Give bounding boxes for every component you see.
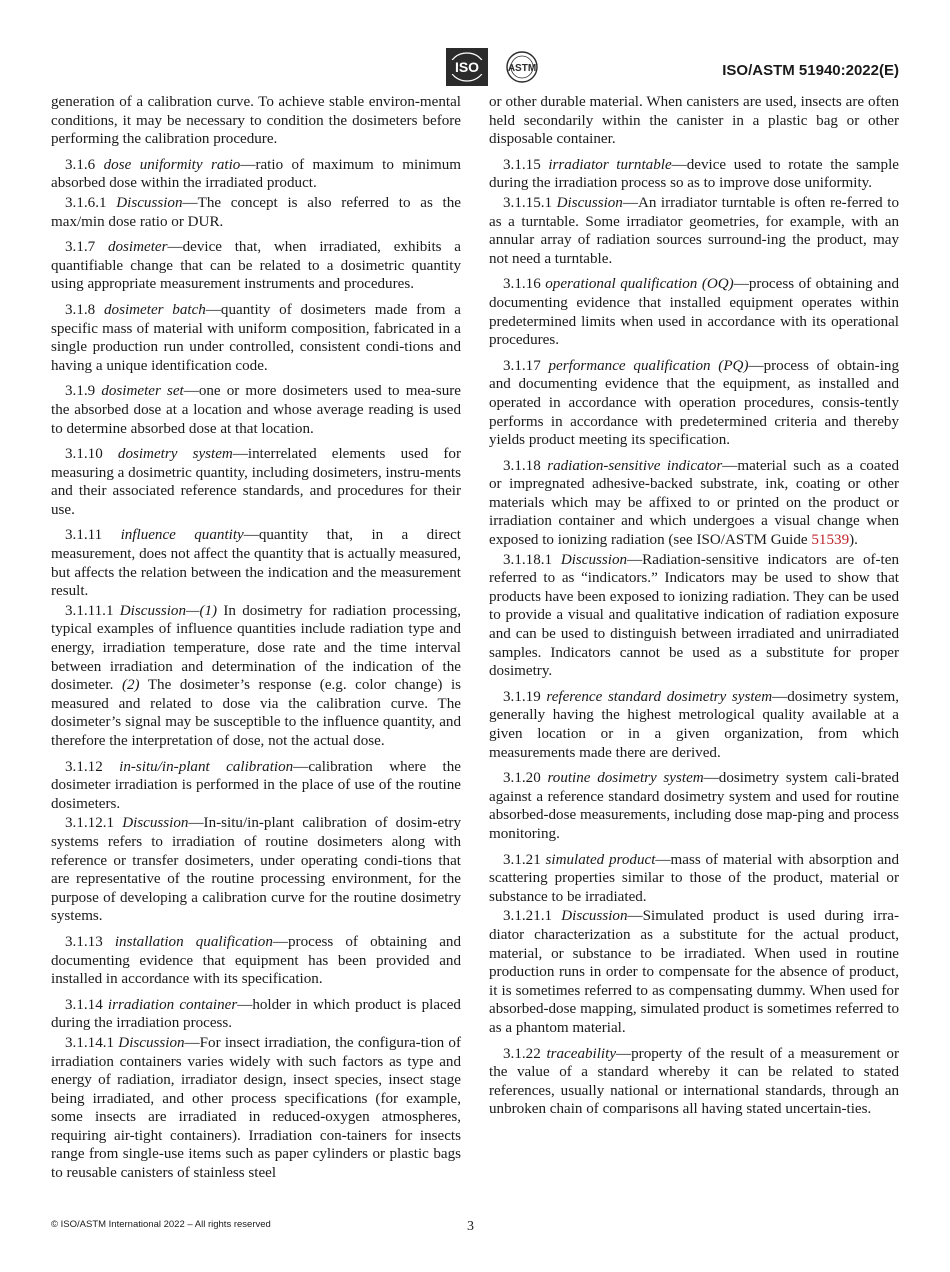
continued-paragraph: or other durable material. When canisters are used, insects are often held secondarily within the canister in a plastic bag or other disposable container. (489, 94, 899, 148)
astm-logo (502, 50, 542, 84)
clause-number: 3.1.20 (503, 770, 541, 787)
clause-3-1-12: 3.1.12 in-situ/in-plant calibration—calibration where the dosimeter irradiation is performed in the place of use of the routine dosimeters. (51, 758, 461, 812)
clause-number: 3.1.18 (503, 457, 541, 474)
clause-3-1-19: 3.1.19 reference standard dosimetry system—dosimetry system, generally having the highest metrological quality available at a given location or in a given organization, from which measurements made there are derived. (489, 688, 899, 761)
clause-3-1-18: 3.1.18 radiation-sensitive indicator—material such as a coated or impregnated adhesive-backed substrate, ink, coating or other materials which may be affixed to or printed on the product or irradiation container and which undergoes a visual change when exposed to ionizing radiation (see ISO/ASTM Guide 51539). (489, 457, 899, 549)
clause-term: dosimeter set (101, 383, 184, 400)
clause-number: 3.1.11 (65, 527, 103, 544)
clause-number: 3.1.22 (503, 1045, 541, 1062)
clause-term: Discussion (561, 908, 628, 925)
clause-number: 3.1.18.1 (503, 551, 553, 568)
clause-term: operational qualification (OQ) (545, 276, 734, 293)
clause-term: Discussion—(1) (119, 602, 218, 619)
document-id: ISO/ASTM 51940:2022(E) (722, 62, 899, 79)
clause-3-1-15-1: 3.1.15.1 Discussion—An irradiator turntable is often re-ferred to as a turntable. Some irradiator geometries, for example, with an annular array of radiation sources surround-ing the product, may not need a turntable. (489, 194, 900, 267)
clause-3-1-11: 3.1.11 influence quantity—quantity that, in a direct measurement, does not affect the quantity that is actually measured, but affects the relation between the indication and the measurement result. (51, 527, 461, 600)
clause-term: Discussion (116, 194, 183, 211)
clause-number: 3.1.8 (65, 301, 96, 318)
clause-term: Discussion (118, 1034, 185, 1051)
right-column (489, 93, 899, 1126)
clause-term: routine dosimetry system (547, 770, 704, 787)
clause-3-1-15: 3.1.15 irradiator turntable—device used to rotate the sample during the irradiation process so as to improve dose uniformity. (489, 156, 899, 192)
clause-3-1-17: 3.1.17 performance qualification (PQ)—process of obtain-ing and documenting evidence that the equipment, as installed and operated in accordance with operation procedures, consis-tently performs in accordance with predetermined criteria and thereby yields product meeting its specification. (489, 357, 899, 449)
clause-term: dosimetry system (117, 446, 233, 463)
clause-term: in-situ/in-plant calibration (119, 758, 294, 775)
clause-3-1-14-1: 3.1.14.1 Discussion—For insect irradiation, the configura-tion of irradiation containers varies widely with such factors as type and energy of radiation, irradiator design, insect species, insect stage being irradiated, and other process specifications (for example, some insects are irradiated in reduced-oxygen atmospheres, requiring air-tight containers). Irradiation con-tainers for insects range from single-use items such as paper cylinders or plastic bags to reusable canisters of stainless steel (51, 1034, 461, 1182)
clause-term: reference standard dosimetry system (546, 688, 773, 705)
clause-number: 3.1.7 (65, 239, 96, 256)
clause-3-1-10: 3.1.10 dosimetry system—interrelated elements used for measuring a dosimetric quantity, including dosimeters, instru-ments and their associated reference standards, and procedures for their use. (51, 446, 461, 518)
clause-number: 3.1.6.1 (65, 194, 107, 211)
clause-term: dose uniformity ratio (103, 156, 241, 173)
clause-number: 3.1.17 (503, 357, 541, 374)
clause-3-1-12-1: 3.1.12.1 Discussion—In-situ/in-plant calibration of dosim-etry systems refers to irradiation of routine dosimeters along with reference or transfer dosimeters, under operating condi-tions that are representative of the routine processing environment, for the purpose of developing a calibration curve for the routine dosimetry systems. (51, 815, 461, 925)
clause-number: 3.1.15.1 (503, 194, 553, 211)
clause-number: 3.1.13 (65, 933, 103, 950)
clause-3-1-13: 3.1.13 installation qualification—process of obtaining and documenting evidence that equipment has been provided and installed in accordance with its specification. (51, 933, 462, 988)
clause-number: 3.1.6 (65, 156, 96, 173)
iso-logo (446, 48, 488, 86)
clause-term: simulated product (545, 851, 656, 868)
continued-paragraph: generation of a calibration curve. To achieve stable environ-mental conditions, it may be necessary to condition the dosimeters before performing the calibration procedure. (51, 94, 461, 148)
clause-3-1-16: 3.1.16 operational qualification (OQ)—process of obtaining and documenting evidence that installed equipment operates within predetermined limits when used in accordance with its operational procedures. (489, 276, 899, 349)
clause-number: 3.1.12 (65, 758, 103, 775)
clause-term: Discussion (560, 551, 628, 568)
clause-3-1-14: 3.1.14 irradiation container—holder in which product is placed during the irradiation process. (51, 996, 461, 1032)
clause-3-1-20: 3.1.20 routine dosimetry system—dosimetry system cali-brated against a reference standard dosimetry system and used for routine absorbed-dose measurements, including dose map-ping and process monitoring. (489, 770, 899, 842)
clause-number: 3.1.21 (503, 851, 541, 868)
left-column (51, 93, 461, 1190)
clause-3-1-6-1: 3.1.6.1 Discussion—The concept is also referred to as the max/min dose ratio or DUR. (51, 194, 461, 230)
clause-term: dosimeter batch (103, 301, 206, 318)
clause-term: irradiator turntable (548, 156, 672, 173)
clause-3-1-8: 3.1.8 dosimeter batch—quantity of dosimeters made from a specific mass of material with uniform composition, fabricated in a single production run under controlled, consistent condi-tions and having a unique identification code. (51, 301, 461, 374)
clause-term: Discussion (556, 194, 623, 211)
clause-number: 3.1.11.1 (65, 602, 114, 619)
clause-term: radiation-sensitive indicator (547, 457, 723, 474)
clause-number: 3.1.16 (503, 276, 541, 293)
logo-group (446, 48, 556, 88)
clause-number: 3.1.14.1 (65, 1034, 115, 1051)
clause-number: 3.1.15 (503, 156, 541, 173)
clause-term: irradiation container (107, 996, 238, 1013)
clause-number: 3.1.9 (65, 383, 96, 400)
page-header (0, 0, 950, 95)
clause-number: 3.1.14 (65, 996, 103, 1013)
page-number: 3 (467, 1219, 474, 1234)
clause-3-1-18-1: 3.1.18.1 Discussion—Radiation-sensitive indicators are of-ten referred to as “indicators.” Indicators may be used to show that products have been exposed to ionizing radiation. They can be used to provide a visual and qualitative indication of radiation exposure and can be used to distinguish between irradiated and unirradiated samples. Indicators cannot be used as a substitute for proper dosimetry. (489, 551, 899, 680)
clause-term: installation qualification (114, 933, 273, 950)
clause-number: 3.1.12.1 (65, 815, 115, 832)
clause-3-1-7: 3.1.7 dosimeter—device that, when irradiated, exhibits a quantifiable change that can be related to a dosimetric quantity using appropriate measurement instruments and procedures. (51, 239, 461, 293)
clause-3-1-22: 3.1.22 traceability—property of the result of a measurement or the value of a standard whereby it can be related to stated references, usually national or international standards, through an unbroken chain of comparisons all having stated uncertain-ties. (489, 1045, 899, 1118)
clause-number: 3.1.21.1 (503, 908, 553, 925)
clause-term: traceability (546, 1045, 617, 1062)
clause-number: 3.1.19 (503, 688, 541, 705)
astm-logo-text: ASTM (507, 63, 537, 74)
iso-logo-text: ISO (454, 59, 480, 75)
clause-term: performance qualification (PQ) (548, 357, 749, 374)
clause-3-1-21-1: 3.1.21.1 Discussion—Simulated product is used during irra-diator characterization as a substitute for the actual product, material, or substance to be irradiated. When used in routine production runs in order to compensate for the absence of product, it is sometimes referred to as compensating dummy. When used for absorbed-dose mapping, simulated product is sometimes referred to as a phantom material. (489, 908, 900, 1036)
clause-3-1-21: 3.1.21 simulated product—mass of material with absorption and scattering properties similar to those of the product, material or substance to be irradiated. (489, 851, 900, 905)
clause-term: Discussion (122, 815, 189, 832)
clause-term: dosimeter (107, 239, 168, 256)
guide-51539-link[interactable]: 51539 (811, 532, 850, 549)
clause-number: 3.1.10 (65, 446, 103, 463)
clause-3-1-6: 3.1.6 dose uniformity ratio—ratio of maximum to minimum absorbed dose within the irradiated product. (51, 156, 461, 192)
copyright-notice: © ISO/ASTM International 2022 – All rights reserved (51, 1219, 271, 1230)
clause-3-1-9: 3.1.9 dosimeter set—one or more dosimeters used to mea-sure the absorbed dose at a location and whose average reading is used to determine absorbed dose at that location. (51, 383, 462, 437)
clause-3-1-11-1: 3.1.11.1 Discussion—(1) In dosimetry for radiation processing, typical examples of influence quantities include radiation type and energy, irradiation temperature, dose rate and the time interval between irradiation and determination of the indication of the dosimeter. (2) The dosimeter’s response (e.g. color change) is measured and related to dose via the calibration curve. The dosimeter’s signal may be susceptible to the influence quantity, and therefore the interpretation of dose, not the actual dose. (51, 602, 462, 749)
clause-term: influence quantity (120, 527, 244, 544)
